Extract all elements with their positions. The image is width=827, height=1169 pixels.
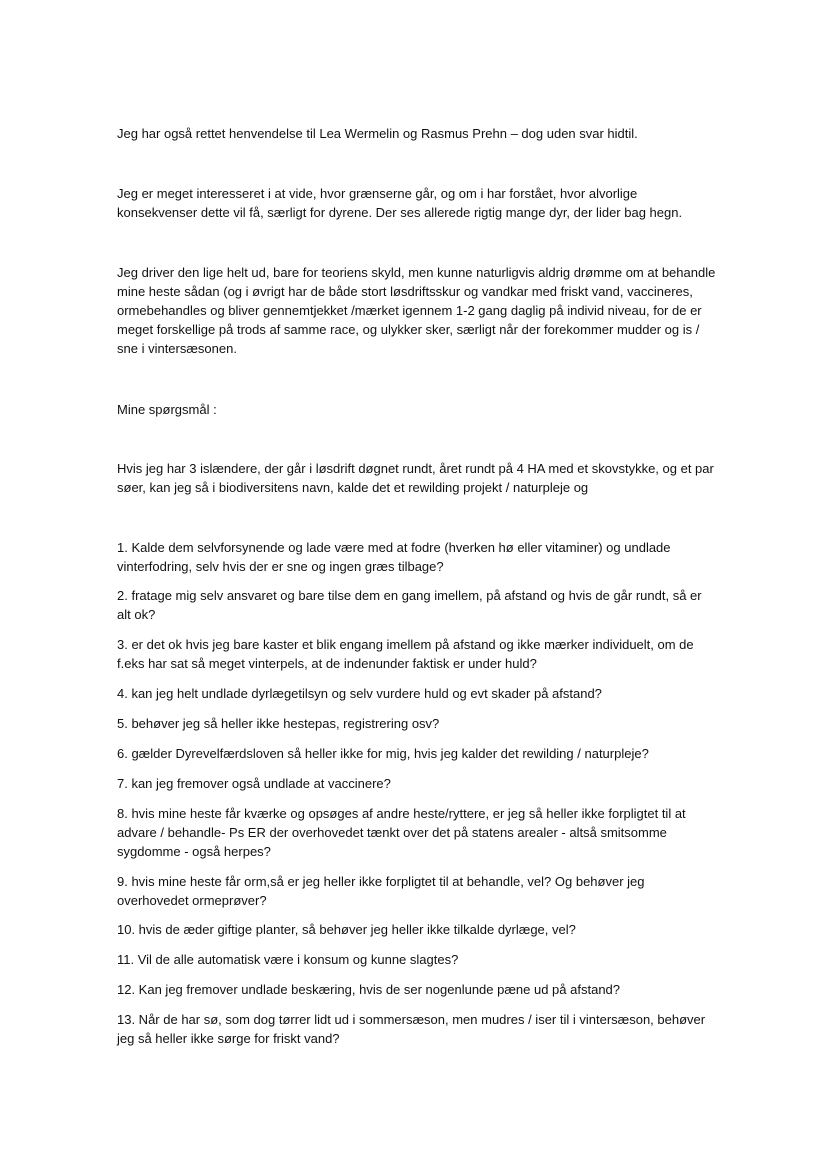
question-item-4: 4. kan jeg helt undlade dyrlægetilsyn og selv vurdere huld og evt skader på afstand? — [117, 686, 602, 701]
question-item-5: 5. behøver jeg så heller ikke hestepas, registrering osv? — [117, 716, 440, 731]
question-item-12: 12. Kan jeg fremover undlade beskæring, hvis de ser nogenlunde pæne ud på afstand? — [117, 982, 621, 997]
paragraph-contact: Jeg har også rettet henvendelse til Lea Wermelin og Rasmus Prehn – dog uden svar hidtil. — [117, 126, 638, 141]
paragraph-interest: Jeg er meget interesseret i at vide, hvor grænserne går, og om i har forstået, hvor alvorlige konsekvenser dette vil få, særligt for dyrene. Der ses allerede rigtig mange dyr, der lider bag hegn. — [117, 186, 683, 220]
question-item-2: 2. fratage mig selv ansvaret og bare tilse dem en gang imellem, på afstand og hvis de går rundt, så er alt ok? — [117, 588, 702, 622]
question-item-1: 1. Kalde dem selvforsynende og lade være med at fodre (hverken hø eller vitaminer) og undlade vinterfodring, selv hvis der er sne og ingen græs tilbage? — [117, 540, 671, 574]
questions-heading: Mine spørgsmål : — [117, 402, 217, 417]
question-item-3: 3. er det ok hvis jeg bare kaster et blik engang imellem på afstand og ikke mærker individuelt, om de f.eks har sat så meget vinterpels, at de indenunder faktisk er under huld? — [117, 637, 694, 671]
question-item-9: 9. hvis mine heste får orm,så er jeg heller ikke forpligtet til at behandle, vel? Og behøver jeg overhovedet ormeprøver? — [117, 874, 645, 908]
paragraph-theory: Jeg driver den lige helt ud, bare for teoriens skyld, men kunne naturligvis aldrig drømme om at behandle mine heste sådan (og i øvrigt har de både stort løsdriftsskur og vandkar med friskt vand, vaccineres, ormebehandles og bliver gennemtjekket /mærket igennem 1-2 gang daglig på individ niveau, for de er meget forskellige på trods af samme race, og ulykker sker, særligt når der forekommer mudder og is / sne i vintersæsonen. — [117, 265, 716, 356]
question-item-6: 6. gælder Dyrevelfærdsloven så heller ikke for mig, hvis jeg kalder det rewilding / naturpleje? — [117, 746, 649, 761]
question-item-10: 10. hvis de æder giftige planter, så behøver jeg heller ikke tilkalde dyrlæge, vel? — [117, 922, 576, 937]
question-item-7: 7. kan jeg fremover også undlade at vaccinere? — [117, 776, 391, 791]
question-item-13: 13. Når de har sø, som dog tørrer lidt ud i sommersæson, men mudres / iser til i vintersæson, behøver jeg så heller ikke sørge for friskt vand? — [117, 1012, 706, 1046]
question-item-11: 11. Vil de alle automatisk være i konsum og kunne slagtes? — [117, 952, 459, 967]
paragraph-scenario: Hvis jeg har 3 islændere, der går i løsdrift døgnet rundt, året rundt på 4 HA med et skovstykke, og et par søer, kan jeg så i biodiversitens navn, kalde det et rewilding projekt / naturpleje og — [117, 461, 714, 495]
question-item-8: 8. hvis mine heste får kværke og opsøges af andre heste/ryttere, er jeg så heller ikke forpligtet til at advare / behandle- Ps ER der overhovedet tænkt over det på statens arealer - altså smitsomme sygdomme - også herpes? — [117, 806, 686, 859]
